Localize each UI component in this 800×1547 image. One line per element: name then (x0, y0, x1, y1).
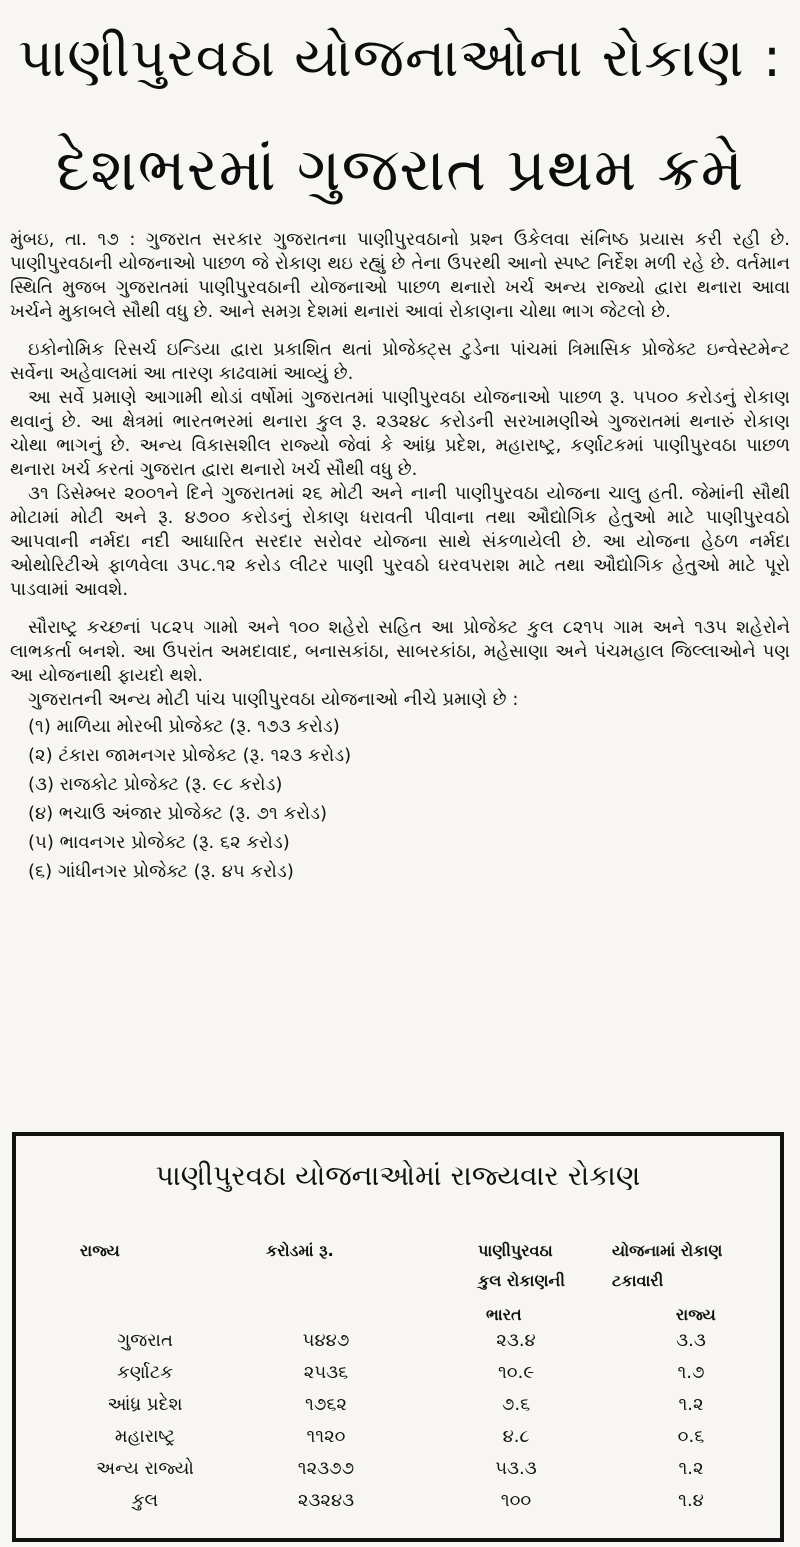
cell-india: ૭.૬ (501, 1394, 531, 1415)
header-india: ભારત (486, 1305, 522, 1324)
cell-crore: ૧૭૬૨ (305, 1394, 347, 1415)
paragraph-4: ૩૧ ડિસેમ્બર ૨૦૦૧ને દિને ગુજરાતમાં ૨૬ મોટી અને નાની પાણીપુરવઠા યોજના ચાલુ હતી. જેમાંની સૌથી મોટામાં મોટી અને રૂ. ૪૭૦૦ કરોડનું રોકાણ ધરાવતી પીવાના તથા ઔદ્યોગિક હેતુઓ માટે પાણીપુરવઠો આપવાની નર્મદા નદી આધારિત સરદાર સરોવર યોજના સાથે સંકળાયેલી છે. આ યોજના હેઠળ નર્મદા ઓથોરિટીએ ફાળવેલા ૩૫૮.૧૨ કરોડ લીટર પાણી પુરવઠો ઘરવપરાશ માટે તથા ઔદ્યોગિક હેતુઓ માટે પૂરો પાડવામાં આવશે. (10, 483, 790, 600)
cell-state: અન્ય રાજ્યો (96, 1458, 194, 1479)
cell-state-pct: ૩.૩ (676, 1330, 706, 1351)
list-item: (૪) ભચાઉ અંજાર પ્રોજેક્ટ (રૂ. ૭૧ કરોડ) (28, 803, 327, 824)
cell-crore: ૧૨૩૭૭ (297, 1458, 355, 1479)
cell-state: મહારાષ્ટ્ર (114, 1426, 176, 1447)
header-pct-line1: યોજનામાં રોકાણ (612, 1241, 723, 1260)
table-row (16, 1358, 780, 1388)
table-row (16, 1390, 780, 1420)
header-state: રાજ્ય (80, 1241, 120, 1260)
table-row-total (16, 1486, 780, 1516)
article-body (10, 228, 790, 886)
cell-state-pct: ૧.૭ (677, 1362, 705, 1383)
cell-india: ૧૦૦ (500, 1490, 532, 1511)
cell-state-pct: ૦.૬ (677, 1426, 705, 1447)
cell-state-pct: ૧.૨ (678, 1458, 704, 1479)
cell-state: કર્ણાટક (117, 1362, 173, 1383)
cell-state-pct: ૧.૨ (678, 1394, 704, 1415)
project-list (10, 712, 790, 886)
paragraph-1: મુંબઇ, તા. ૧૭ : ગુજરાત સરકાર ગુજરાતના પાણીપુરવઠાનો પ્રશ્ન ઉકેલવા સંનિષ્ઠ પ્રયાસ કરી રહી છે. પાણીપુરવઠાની યોજનાઓ પાછળ જે રોકાણ થઇ રહ્યું છે તેના ઉપરથી આનો સ્પષ્ટ નિર્દેશ મળી રહે છે. વર્તમાન સ્થિતિ મુજબ ગુજરાતમાં પાણીપુરવઠાની યોજનાઓ પાછળ થનારો ખર્ચ અન્ય રાજ્યો દ્વારા થનારા આવા ખર્ચને મુકાબલે સૌથી વધુ છે. આને સમગ્ર દેશમાં થનારાં આવાં રોકાણના ચોથા ભાગ જેટલો છે. (10, 229, 790, 322)
header-crore: કરોડમાં રૂ. (266, 1241, 334, 1260)
table-row (16, 1326, 780, 1356)
cell-crore: ૨૫૩૬ (303, 1362, 349, 1383)
cell-state: ગુજરાત (117, 1330, 173, 1351)
list-item: (૬) ગાંધીનગર પ્રોજેક્ટ (રૂ. ૪૫ કરોડ) (28, 861, 294, 882)
cell-india: ૪.૮ (502, 1426, 530, 1447)
paragraph-3: આ સર્વે પ્રમાણે આગામી થોડાં વર્ષોમાં ગુજરાતમાં પાણીપુરવઠા યોજનાઓ પાછળ રૂ. ૫૫૦૦ કરોડનું રોકાણ થવાનું છે. આ ક્ષેત્રમાં ભારતભરમાં થનારા કુલ રૂ. ૨૩૨૪૮ કરોડની સરખામણીએ ગુજરાતમાં થનારું રોકાણ ચોથા ભાગનું છે. અન્ય વિકાસશીલ રાજ્યો જેવાં કે આંધ્ર પ્રદેશ, મહારાષ્ટ્ર, કર્ણાટકમાં પાણીપુરવઠા પાછળ થનારા ખર્ચ કરતાં ગુજરાત દ્વારા થનારો ખર્ચ સૌથી વધુ છે. (10, 387, 790, 480)
cell-crore: ૧૧૨૦ (306, 1426, 346, 1447)
paragraph-5: સૌરાષ્ટ્ર કચ્છનાં ૫૮૨૫ ગામો અને ૧૦૦ શહેરો સહિત આ પ્રોજેક્ટ કુલ ૮૨૧૫ ગામ અને ૧૩૫ શહેરોને લાભકર્તા બનશે. આ ઉપરાંત અમદાવાદ, બનાસકાંઠા, સાબરકાંઠા, મહેસાણા અને પંચમહાલ જિલ્લાઓને પણ આ યોજનાથી ફાયદો થશે. (10, 617, 790, 686)
header-state-pct: રાજ્ય (676, 1305, 716, 1324)
cell-crore: ૫૪૪૭ (302, 1330, 350, 1351)
table-row (16, 1454, 780, 1484)
cell-state: કુલ (131, 1490, 159, 1511)
paragraph-2: ઇકોનોમિક રિસર્ચ ઇન્ડિયા દ્વારા પ્રકાશિત થતાં પ્રોજેક્ટ્સ ટુડેના પાંચમાં ત્રિમાસિક પ્રોજેક્ટ ઇન્વેસ્ટમેન્ટ સર્વેના અહેવાલમાં આ તારણ કાઢવામાં આવ્યું છે. (10, 339, 790, 384)
cell-state-pct: ૧.૪ (678, 1490, 704, 1511)
investment-table (12, 1132, 784, 1542)
list-item: (૨) ટંકારા જામનગર પ્રોજેક્ટ (રૂ. ૧૨૩ કરોડ) (28, 745, 352, 766)
headline-line-2: દેશભરમાં ગુજરાત પ્રથમ ક્રમે (55, 135, 745, 205)
list-item: (૧) માળિયા મોરબી પ્રોજેક્ટ (રૂ. ૧૭૩ કરોડ) (28, 716, 340, 737)
project-list-intro: ગુજરાતની અન્ય મોટી પાંચ પાણીપુરવઠા યોજનાઓ નીચે પ્રમાણે છે : (28, 689, 519, 710)
headline-line-1: પાણીપુરવઠા યોજનાઓના રોકાણ : (17, 26, 783, 89)
table-row (16, 1422, 780, 1452)
cell-india: ૫૩.૩ (495, 1458, 537, 1479)
header-pct-line2: ટકાવારી (612, 1271, 664, 1290)
cell-india: ૨૩.૪ (496, 1330, 536, 1351)
list-item: (૫) ભાવનગર પ્રોજેક્ટ (રૂ. ૬૨ કરોડ) (28, 832, 290, 853)
header-share-line1: પાણીપુરવઠા (478, 1241, 553, 1260)
header-share-line2: કુલ રોકાણની (478, 1271, 565, 1290)
cell-india: ૧૦.૯ (497, 1362, 535, 1383)
table-title: પાણીપુરવઠા યોજનાઓમાં રાજ્યવાર રોકાણ (155, 1159, 641, 1192)
cell-state: આંધ્ર પ્રદેશ (107, 1394, 183, 1415)
list-item: (૩) રાજકોટ પ્રોજેક્ટ (રૂ. ૯૮ કરોડ) (28, 774, 283, 795)
cell-crore: ૨૩૨૪૩ (297, 1490, 355, 1511)
